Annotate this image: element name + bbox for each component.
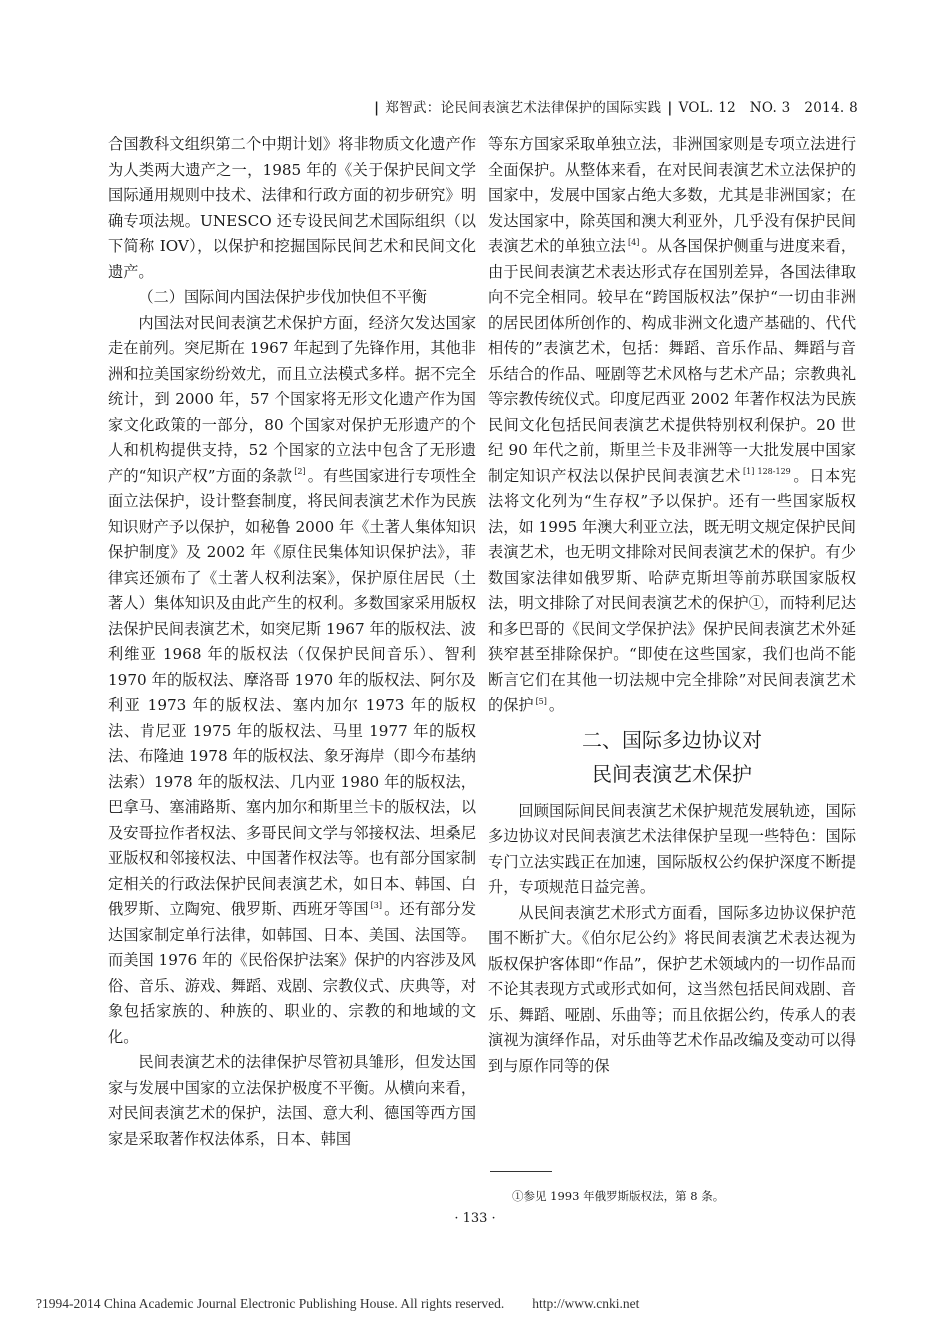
paragraph: 合国教科文组织第二个中期计划》将非物质文化遗产作为人类两大遗产之一，1985 年的《关于保护民间文学国际通用规则中技术、法律和行政方面的初步研究》明确专项法规。UNESCO 还专设民间艺术国际组织（以下简称 IOV），以保护和挖掘国际民间艺术和民间文化遗产。 [108,135,476,281]
right-column [488,132,856,1079]
footnote: ①参见 1993 年俄罗斯版权法，第 8 条。 [512,1189,725,1203]
page-number: · 133 · [454,1211,496,1226]
running-header [368,96,858,116]
header-issue: VOL. 12 NO. 3 2014. 8 [678,100,858,116]
header-separator: | [667,100,673,116]
paragraph-text: 。日本宪法将文化列为“生存权”予以保护。还有一些国家版权法，如 1995 年澳大利亚立法，既无明文规定保护民间表演艺术，也无明文排除对民间表演艺术的保护。有少数国家法律如俄罗斯、哈萨克斯坦等前苏联国家版权法，明文排除了对民间表演艺术的保护①，而特利尼达和多巴哥的《民间文学保护法》保护民间表演艺术外延狭窄甚至排除保护。“即使在这些国家，我们也尚不能断言它们在其他一切法规中完全排除”对民间表演艺术的保护 [488,466,856,714]
paragraph-text: 等东方国家采取单独立法，非洲国家则是专项立法进行全面保护。从整体来看，在对民间表演艺术立法保护的国家中，发展中国家占绝大多数，尤其是非洲国家；在发达国家中，除英国和澳大利亚外，几乎没有保护民间表演艺术的单独立法 [488,135,856,255]
section-title-line: 民间表演艺术保护 [592,761,752,786]
paragraph: 从民间表演艺术形式方面看，国际多边协议保护范围不断扩大。《伯尔尼公约》将民间表演艺术表达视为版权保护客体即“作品”，保护艺术领域内的一切作品而不论其表现方式或形式如何，这当然包括民间戏剧、音乐、舞蹈、哑剧、乐曲等；而且依据公约，传承人的表演视为演绎作品，对乐曲等艺术作品改编及变动可以得到与原作同等的保 [488,903,856,1075]
subsection-heading: （二）国际间内国法保护步伐加快但不平衡 [138,288,427,306]
paragraph-text: 。从各国保护侧重与进度来看，由于民间表演艺术表达形式存在国别差异，各国法律取向不完全相同。较早在“跨国版权法”保护“一切由非洲的居民团体所创作的、构成非洲文化遗产基础的、代代相传的”表演艺术，包括：舞蹈、音乐作品、舞蹈与音乐结合的作品、哑剧等艺术风格与艺术产品；宗教典礼等宗教传统仪式。印度尼西亚 2002 年著作权法为民族民间文化包括民间表演艺术提供特别权利保护。20 世纪 90 年代之前，斯里兰卡及非洲等一大批发展中国家制定知识产权法以保护民间表演艺术 [488,237,857,485]
citation-ref[interactable]: [4] [628,237,640,247]
copyright-line [36,1296,916,1312]
cnki-link[interactable]: http://www.cnki.net [532,1296,640,1311]
paragraph-text: 。 [548,696,565,714]
paragraph: 民间表演艺术的法律保护尽管初具雏形，但发达国家与发展中国家的立法保护极度不平衡。从横向来看，对民间表演艺术的保护，法国、意大利、德国等西方国家是采取著作权法体系，日本、韩国 [108,1053,476,1148]
copyright-text: ?1994-2014 China Academic Journal Electronic Publishing House. All rights reserved. [36,1296,505,1311]
citation-ref[interactable]: [5] [535,696,547,706]
paragraph [488,132,856,719]
header-separator: | [374,100,380,116]
header-author-title: 郑智武：论民间表演艺术法律保护的国际实践 [385,100,662,116]
section-title [488,723,856,791]
paragraph: 回顾国际间民间表演艺术保护规范发展轨迹，国际多边协议对民间表演艺术法律保护呈现一些特色：国际专门立法实践正在加速，国际版权公约保护深度不断提升，专项规范日益完善。 [488,801,856,896]
paragraph-text: 。还有部分发达国家制定单行法律，如韩国、日本、美国、法国等。而美国 1976 年的《民俗保护法案》保护的内容涉及风俗、音乐、游戏、舞蹈、戏剧、宗教仪式、庆典等，对象包括家族的、种族的、职业的、宗教的和地域的文化。 [108,900,477,1046]
paragraph-text: 内国法对民间表演艺术保护方面，经济欠发达国家走在前列。突尼斯在 1967 年起到了先锋作用，其他非洲和拉美国家纷纷效尤，而且立法模式多样。据不完全统计，到 2000 年，57 个国家将无形文化遗产作为国家文化政策的一部分，80 个国家对保护无形遗产的个人和机构提供支持，52 个国家的立法中包含了无形遗产的“知识产权”方面的条款 [108,313,476,485]
citation-ref[interactable]: [3] [370,900,383,910]
footnote-divider [490,1171,552,1172]
paragraph [108,311,476,1051]
section-title-line: 二、国际多边协议对 [582,727,762,752]
paragraph-text: 。有些国家进行专项性全面立法保护，设计整套制度，将民间表演艺术作为民族知识财产予以保护，如秘鲁 2000 年《土著人集体知识保护制度》及 2002 年《原住民集体知识保护法》，菲律宾还颁布了《土著人权利法案》，保护原住居民（土著人）集体知识及由此产生的权利。多数国家采用版权法保护民间表演艺术，如突尼斯 1967 年的版权法、波利维亚 1968 年的版权法（仅保护民间音乐）、智利 1970 年的版权法、摩洛哥 1970 年的版权法、阿尔及利亚 1973 年的版权法、塞内加尔 1973 年的版权法、肯尼亚 1975 年的版权法、马里 1977 年的版权法、布隆迪 1978 年的版权法、象牙海岸（即今布基纳法索）1978 年的版权法、几内亚 1980 年的版权法，巴拿马、塞浦路斯、塞内加尔和斯里兰卡的版权法，以及安哥拉作者权法、多哥民间文学与邻接权法、坦桑尼亚版权和邻接权法、中国著作权法等。也有部分国家制定相关的行政法保护民间表演艺术，如日本、韩国、白俄罗斯、立陶宛、俄罗斯、西班牙等国 [108,466,476,918]
left-column [108,132,476,1152]
citation-ref[interactable]: [1] 128-129 [743,467,791,477]
citation-ref[interactable]: [2] [294,467,306,477]
